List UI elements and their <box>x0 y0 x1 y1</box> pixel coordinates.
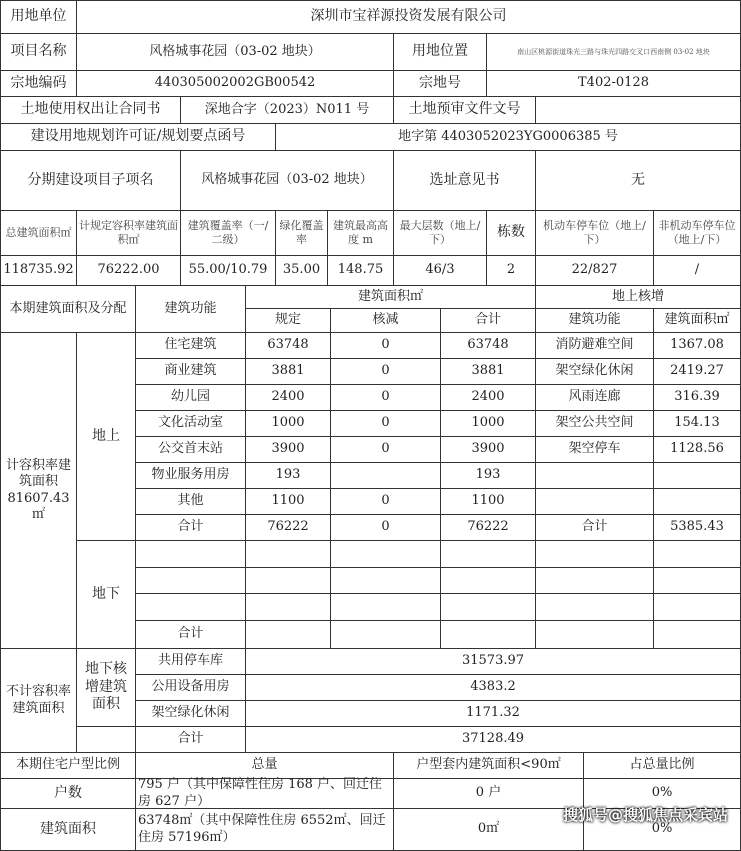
cell-indicators-values-5: 46/3 <box>393 255 487 286</box>
cell-indicators-values-8: / <box>653 255 741 286</box>
cell-allocation-below-rows-3-0: 合计 <box>135 620 246 649</box>
cell-allocation-above-rows-0-0: 住宅建筑 <box>135 332 246 359</box>
cell-allocation-above-rows-0-1: 63748 <box>245 332 331 359</box>
cell-allocation-below-rows-3-4 <box>535 620 654 649</box>
cell-allocation-below-rows-2-5 <box>653 593 741 621</box>
cell-units-headers-3: 占总量比例 <box>583 752 741 779</box>
cell-project-name-label: 项目名称 <box>0 33 77 71</box>
cell-allocation-above-rows-1-4: 架空绿化休闲 <box>535 358 654 385</box>
cell-allocation-above-rows-0-2: 0 <box>330 332 441 359</box>
cell-allocation-below-rows-3-5 <box>653 620 741 649</box>
cell-indicators-headers-7: 机动车停车位（地上/下） <box>535 210 654 256</box>
cell-non-fa-rows-3-0: 合计 <box>135 726 246 753</box>
cell-allocation-above-rows-6-2: 0 <box>330 488 441 515</box>
cell-project-location-label: 用地位置 <box>393 33 487 71</box>
cell-indicators-values-6: 2 <box>486 255 536 286</box>
cell-indicators-headers-1: 计规定容积率建筑面积㎡ <box>76 210 181 256</box>
cell-indicators-headers-2: 建筑覆盖率（一/二级） <box>180 210 276 256</box>
watermark: 搜狐号@搜狐焦点采宾站 <box>562 806 728 824</box>
cell-allocation-bonus-label: 地上核增 <box>535 285 741 309</box>
cell-project-location: 南山区桃源街道珠光三路与珠光四路交叉口西南侧 03-02 地块 <box>486 33 741 71</box>
cell-allocation-below-rows-1-0 <box>135 567 246 594</box>
cell-units-headers-1: 总量 <box>135 752 394 779</box>
cell-allocation-below-rows-0-1 <box>245 540 331 568</box>
cell-units-rows-0-1: 795 户（其中保障性住房 168 户、回迁住房 627 户） <box>135 778 394 809</box>
cell-allocation-above-rows-4-5: 1128.56 <box>653 436 741 463</box>
cell-allocation-below-label: 地下 <box>76 540 136 649</box>
cell-non-fa-rows-0-1: 31573.97 <box>245 648 741 675</box>
cell-non-fa-rows-1-1: 4383.2 <box>245 674 741 701</box>
cell-non-fa-rows-2-0: 架空绿化休闲 <box>135 700 246 727</box>
cell-units-rows-0-2: 0 户 <box>393 778 584 809</box>
cell-allocation-below-rows-3-1 <box>245 620 331 649</box>
cell-allocation-below-rows-1-4 <box>535 567 654 594</box>
cell-allocation-above-rows-6-0: 其他 <box>135 488 246 515</box>
cell-allocation-above-rows-5-3: 193 <box>440 462 536 489</box>
empty-cell <box>76 726 136 753</box>
cell-allocation-below-rows-3-3 <box>440 620 536 649</box>
cell-allocation-below-rows-1-1 <box>245 567 331 594</box>
cell-project-name: 风格城事花园（03-02 地块） <box>76 33 394 71</box>
cell-allocation-above-rows-7-2: 0 <box>330 514 441 541</box>
cell-units-headers-2: 户型套内建筑面积<90㎡ <box>393 752 584 779</box>
cell-allocation-above-rows-4-4: 架空停车 <box>535 436 654 463</box>
cell-allocation-above-rows-2-1: 2400 <box>245 384 331 411</box>
cell-allocation-below-rows-0-2 <box>330 540 441 568</box>
cell-allocation-sub-headers-0: 规定 <box>245 308 331 333</box>
cell-project-sub: 风格城事花园（03-02 地块） <box>180 150 394 211</box>
cell-allocation-below-rows-0-4 <box>535 540 654 568</box>
cell-allocation-below-rows-0-3 <box>440 540 536 568</box>
cell-allocation-above-rows-0-4: 消防避难空间 <box>535 332 654 359</box>
cell-indicators-headers-8: 非机动车停车位（地上/下） <box>653 210 741 256</box>
cell-project-site: 无 <box>535 150 741 211</box>
cell-project-permit: 地字第 4403052023YG0006385 号 <box>275 123 741 151</box>
cell-units-rows-0-3: 0% <box>583 778 741 809</box>
cell-allocation-area-label: 建筑面积㎡ <box>245 285 536 309</box>
cell-indicators-headers-6: 栋数 <box>486 210 536 256</box>
cell-units-rows-1-2: 0㎡ <box>393 808 584 851</box>
cell-allocation-above-rows-3-4: 架空公共空间 <box>535 410 654 437</box>
cell-allocation-below-rows-0-5 <box>653 540 741 568</box>
cell-allocation-above-rows-5-1: 193 <box>245 462 331 489</box>
cell-units-rows-1-1: 63748㎡（其中保障性住房 6552㎡、回迁住房 57196㎡） <box>135 808 394 851</box>
cell-project-site-label: 选址意见书 <box>393 150 536 211</box>
cell-allocation-above-rows-6-3: 1100 <box>440 488 536 515</box>
cell-indicators-values-3: 35.00 <box>275 255 328 286</box>
cell-non-fa-label: 不计容积率建筑面积 <box>0 648 77 753</box>
cell-allocation-below-rows-1-3 <box>440 567 536 594</box>
cell-allocation-above-rows-1-1: 3881 <box>245 358 331 385</box>
cell-project-pretrial-label: 土地预审文件文号 <box>393 96 536 124</box>
cell-allocation-title: 本期建筑面积及分配 <box>0 285 136 333</box>
cell-allocation-above-rows-7-3: 76222 <box>440 514 536 541</box>
cell-allocation-above-rows-5-2 <box>330 462 441 489</box>
cell-allocation-above-rows-2-0: 幼儿园 <box>135 384 246 411</box>
cell-allocation-below-rows-2-2 <box>330 593 441 621</box>
cell-allocation-above-rows-0-5: 1367.08 <box>653 332 741 359</box>
cell-allocation-above-rows-7-1: 76222 <box>245 514 331 541</box>
cell-allocation-above-rows-7-4: 合计 <box>535 514 654 541</box>
cell-non-fa-rows-3-1: 37128.49 <box>245 726 741 753</box>
cell-allocation-above-rows-1-5: 2419.27 <box>653 358 741 385</box>
cell-units-rows-1-3: 0% <box>583 808 741 851</box>
cell-allocation-sub-headers-1: 核减 <box>330 308 441 333</box>
cell-allocation-above-rows-3-1: 1000 <box>245 410 331 437</box>
cell-allocation-sub-headers-4: 建筑面积㎡ <box>653 308 741 333</box>
cell-allocation-above-rows-5-4 <box>535 462 654 489</box>
cell-allocation-below-rows-1-2 <box>330 567 441 594</box>
cell-allocation-above-rows-5-5 <box>653 462 741 489</box>
cell-allocation-above-rows-4-0: 公交首末站 <box>135 436 246 463</box>
cell-allocation-above-label: 地上 <box>76 332 136 541</box>
cell-non-fa-rows-1-0: 公用设备用房 <box>135 674 246 701</box>
cell-allocation-above-rows-2-4: 风雨连廊 <box>535 384 654 411</box>
cell-non-fa-sub-label: 地下核增建筑面积 <box>76 648 136 727</box>
cell-project-code-label: 宗地编码 <box>0 70 77 97</box>
cell-indicators-headers-5: 最大层数（地上/下） <box>393 210 487 256</box>
cell-project-code: 440305002002GB00542 <box>76 70 394 97</box>
cell-indicators-headers-4: 建筑最高高度 m <box>327 210 394 256</box>
cell-allocation-below-rows-2-4 <box>535 593 654 621</box>
cell-indicators-headers-0: 总建筑面积㎡ <box>0 210 77 256</box>
cell-allocation-above-rows-6-4 <box>535 488 654 515</box>
cell-indicators-values-2: 55.00/10.79 <box>180 255 276 286</box>
cell-header-land-unit-label: 用地单位 <box>0 0 77 34</box>
cell-allocation-above-rows-0-3: 63748 <box>440 332 536 359</box>
cell-allocation-above-rows-4-1: 3900 <box>245 436 331 463</box>
cell-indicators-values-0: 118735.92 <box>0 255 77 286</box>
cell-allocation-function-label: 建筑功能 <box>135 285 246 333</box>
cell-allocation-above-rows-6-5 <box>653 488 741 515</box>
cell-indicators-values-4: 148.75 <box>327 255 394 286</box>
cell-allocation-fa-label: 计容积率建筑面积 81607.43㎡ <box>0 332 77 649</box>
cell-allocation-above-rows-1-3: 3881 <box>440 358 536 385</box>
cell-project-contract: 深地合字（2023）N011 号 <box>180 96 394 124</box>
cell-allocation-above-rows-3-5: 154.13 <box>653 410 741 437</box>
cell-units-rows-1-0: 建筑面积 <box>0 808 136 851</box>
cell-allocation-above-rows-3-0: 文化活动室 <box>135 410 246 437</box>
cell-project-pretrial <box>535 96 741 124</box>
cell-allocation-above-rows-7-5: 5385.43 <box>653 514 741 541</box>
cell-allocation-below-rows-0-0 <box>135 540 246 568</box>
cell-header-land-unit: 深圳市宝祥源投资发展有限公司 <box>76 0 741 34</box>
cell-allocation-above-rows-7-0: 合计 <box>135 514 246 541</box>
cell-indicators-values-1: 76222.00 <box>76 255 181 286</box>
cell-project-contract-label: 土地使用权出让合同书 <box>0 96 181 124</box>
cell-project-sub-label: 分期建设项目子项名 <box>0 150 181 211</box>
cell-non-fa-rows-0-0: 共用停车库 <box>135 648 246 675</box>
cell-allocation-above-rows-4-2: 0 <box>330 436 441 463</box>
cell-non-fa-rows-2-1: 1171.32 <box>245 700 741 727</box>
cell-allocation-above-rows-2-2: 0 <box>330 384 441 411</box>
cell-allocation-above-rows-1-0: 商业建筑 <box>135 358 246 385</box>
cell-allocation-sub-headers-2: 合计 <box>440 308 536 333</box>
cell-indicators-headers-3: 绿化覆盖率 <box>275 210 328 256</box>
cell-allocation-below-rows-3-2 <box>330 620 441 649</box>
cell-allocation-above-rows-2-3: 2400 <box>440 384 536 411</box>
cell-allocation-above-rows-4-3: 3900 <box>440 436 536 463</box>
cell-units-headers-0: 本期住宅户型比例 <box>0 752 136 779</box>
cell-project-permit-label: 建设用地规划许可证/规划要点函号 <box>0 123 276 151</box>
cell-allocation-below-rows-2-0 <box>135 593 246 621</box>
cell-allocation-above-rows-2-5: 316.39 <box>653 384 741 411</box>
cell-units-rows-0-0: 户数 <box>0 778 136 809</box>
cell-allocation-below-rows-2-3 <box>440 593 536 621</box>
cell-allocation-above-rows-6-1: 1100 <box>245 488 331 515</box>
cell-allocation-below-rows-1-5 <box>653 567 741 594</box>
cell-allocation-above-rows-5-0: 物业服务用房 <box>135 462 246 489</box>
cell-allocation-below-rows-2-1 <box>245 593 331 621</box>
cell-project-lot-label: 宗地号 <box>393 70 487 97</box>
cell-allocation-above-rows-3-2: 0 <box>330 410 441 437</box>
cell-project-lot: T402-0128 <box>486 70 741 97</box>
cell-indicators-values-7: 22/827 <box>535 255 654 286</box>
cell-allocation-above-rows-3-3: 1000 <box>440 410 536 437</box>
cell-allocation-sub-headers-3: 建筑功能 <box>535 308 654 333</box>
cell-allocation-above-rows-1-2: 0 <box>330 358 441 385</box>
